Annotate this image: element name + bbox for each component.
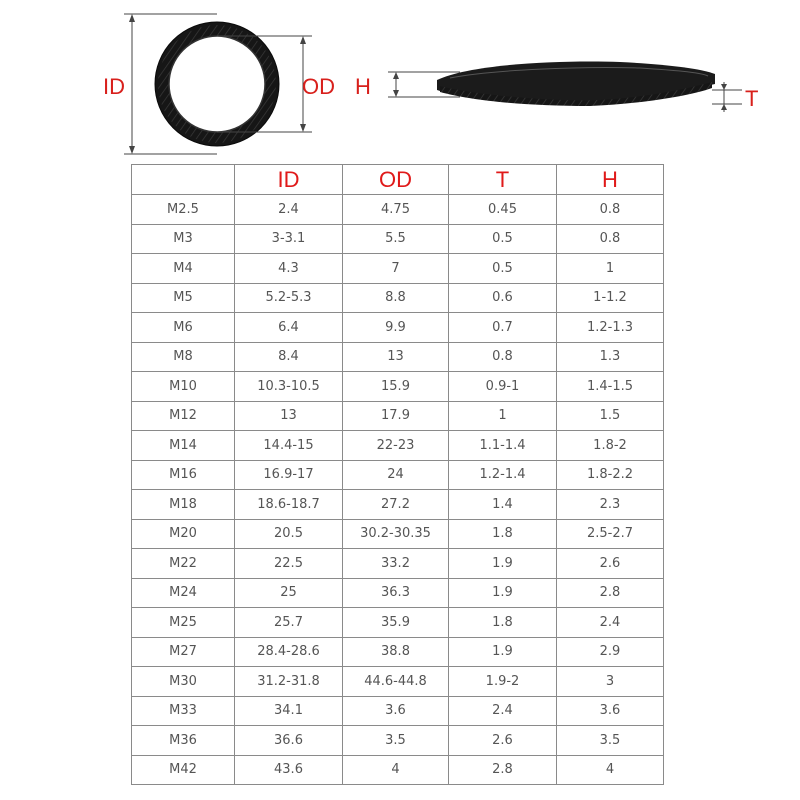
t-cell: 2.8	[449, 755, 557, 785]
od-cell: 4.75	[343, 195, 449, 225]
table-row	[132, 696, 664, 726]
table-header-row	[132, 165, 664, 195]
size-cell: M2.5	[132, 195, 235, 225]
h-cell: 2.3	[557, 490, 664, 520]
header-h: H	[557, 165, 664, 195]
id-cell: 22.5	[235, 549, 343, 579]
od-cell: 7	[343, 254, 449, 284]
h-cell: 1.4-1.5	[557, 372, 664, 402]
od-cell: 9.9	[343, 313, 449, 343]
table-row	[132, 431, 664, 461]
t-cell: 2.4	[449, 696, 557, 726]
h-cell: 3.5	[557, 726, 664, 756]
t-cell: 0.8	[449, 342, 557, 372]
size-cell: M30	[132, 667, 235, 697]
od-cell: 44.6-44.8	[343, 667, 449, 697]
size-cell: M10	[132, 372, 235, 402]
id-cell: 5.2-5.3	[235, 283, 343, 313]
t-cell: 1.2-1.4	[449, 460, 557, 490]
id-cell: 36.6	[235, 726, 343, 756]
table-row	[132, 342, 664, 372]
h-cell: 0.8	[557, 195, 664, 225]
h-cell: 1	[557, 254, 664, 284]
id-label: ID	[103, 74, 125, 99]
table-row	[132, 401, 664, 431]
od-cell: 3.6	[343, 696, 449, 726]
t-cell: 1.4	[449, 490, 557, 520]
size-cell: M25	[132, 608, 235, 638]
t-cell: 1.9	[449, 549, 557, 579]
size-cell: M4	[132, 254, 235, 284]
od-cell: 24	[343, 460, 449, 490]
t-label: T	[745, 86, 759, 111]
t-cell: 0.45	[449, 195, 557, 225]
id-cell: 14.4-15	[235, 431, 343, 461]
h-cell: 3.6	[557, 696, 664, 726]
table-row	[132, 254, 664, 284]
od-cell: 17.9	[343, 401, 449, 431]
h-cell: 1.8-2	[557, 431, 664, 461]
size-cell: M20	[132, 519, 235, 549]
id-cell: 6.4	[235, 313, 343, 343]
id-cell: 18.6-18.7	[235, 490, 343, 520]
od-cell: 13	[343, 342, 449, 372]
od-cell: 5.5	[343, 224, 449, 254]
h-cell: 1.3	[557, 342, 664, 372]
size-cell: M3	[132, 224, 235, 254]
h-cell: 3	[557, 667, 664, 697]
t-dimension	[712, 82, 742, 112]
h-cell: 4	[557, 755, 664, 785]
od-label: OD	[302, 74, 335, 99]
od-cell: 30.2-30.35	[343, 519, 449, 549]
size-cell: M24	[132, 578, 235, 608]
h-cell: 1-1.2	[557, 283, 664, 313]
id-cell: 13	[235, 401, 343, 431]
h-cell: 2.9	[557, 637, 664, 667]
id-cell: 25	[235, 578, 343, 608]
size-cell: M42	[132, 755, 235, 785]
header-size	[132, 165, 235, 195]
table-row	[132, 283, 664, 313]
id-cell: 16.9-17	[235, 460, 343, 490]
t-cell: 0.5	[449, 224, 557, 254]
size-cell: M8	[132, 342, 235, 372]
t-cell: 1.9-2	[449, 667, 557, 697]
id-cell: 28.4-28.6	[235, 637, 343, 667]
table-row	[132, 195, 664, 225]
od-cell: 4	[343, 755, 449, 785]
t-cell: 0.6	[449, 283, 557, 313]
id-cell: 25.7	[235, 608, 343, 638]
id-cell: 4.3	[235, 254, 343, 284]
h-cell: 1.8-2.2	[557, 460, 664, 490]
id-cell: 20.5	[235, 519, 343, 549]
table-row	[132, 372, 664, 402]
id-cell: 3-3.1	[235, 224, 343, 254]
od-cell: 38.8	[343, 637, 449, 667]
t-cell: 1.8	[449, 608, 557, 638]
t-cell: 1.8	[449, 519, 557, 549]
table-row	[132, 726, 664, 756]
id-cell: 8.4	[235, 342, 343, 372]
h-label: H	[355, 74, 371, 99]
t-cell: 2.6	[449, 726, 557, 756]
size-cell: M27	[132, 637, 235, 667]
size-cell: M16	[132, 460, 235, 490]
header-t: T	[449, 165, 557, 195]
t-cell: 1.1-1.4	[449, 431, 557, 461]
h-cell: 2.4	[557, 608, 664, 638]
washer-diagram	[0, 0, 800, 165]
table-body	[132, 195, 664, 785]
t-cell: 1	[449, 401, 557, 431]
table-row	[132, 490, 664, 520]
h-cell: 0.8	[557, 224, 664, 254]
size-cell: M14	[132, 431, 235, 461]
id-cell: 31.2-31.8	[235, 667, 343, 697]
table-row	[132, 667, 664, 697]
h-cell: 2.5-2.7	[557, 519, 664, 549]
size-cell: M36	[132, 726, 235, 756]
t-cell: 0.7	[449, 313, 557, 343]
table-row	[132, 313, 664, 343]
id-cell: 2.4	[235, 195, 343, 225]
od-cell: 33.2	[343, 549, 449, 579]
size-cell: M33	[132, 696, 235, 726]
size-spec-table	[131, 164, 664, 785]
h-cell: 2.6	[557, 549, 664, 579]
id-cell: 34.1	[235, 696, 343, 726]
od-cell: 35.9	[343, 608, 449, 638]
od-cell: 27.2	[343, 490, 449, 520]
size-cell: M5	[132, 283, 235, 313]
h-cell: 1.5	[557, 401, 664, 431]
table-row	[132, 549, 664, 579]
size-cell: M22	[132, 549, 235, 579]
washer-side-view	[437, 62, 715, 106]
size-cell: M12	[132, 401, 235, 431]
od-cell: 15.9	[343, 372, 449, 402]
id-cell: 10.3-10.5	[235, 372, 343, 402]
table-row	[132, 755, 664, 785]
table-row	[132, 608, 664, 638]
header-od: OD	[343, 165, 449, 195]
size-cell: M18	[132, 490, 235, 520]
t-cell: 0.9-1	[449, 372, 557, 402]
washer-front-view	[155, 22, 279, 146]
od-cell: 3.5	[343, 726, 449, 756]
od-cell: 22-23	[343, 431, 449, 461]
size-cell: M6	[132, 313, 235, 343]
table-row	[132, 224, 664, 254]
t-cell: 0.5	[449, 254, 557, 284]
table-row	[132, 460, 664, 490]
table-row	[132, 578, 664, 608]
h-cell: 2.8	[557, 578, 664, 608]
table-row	[132, 519, 664, 549]
od-cell: 36.3	[343, 578, 449, 608]
t-cell: 1.9	[449, 578, 557, 608]
header-id: ID	[235, 165, 343, 195]
table-row	[132, 637, 664, 667]
id-cell: 43.6	[235, 755, 343, 785]
h-cell: 1.2-1.3	[557, 313, 664, 343]
od-cell: 8.8	[343, 283, 449, 313]
t-cell: 1.9	[449, 637, 557, 667]
